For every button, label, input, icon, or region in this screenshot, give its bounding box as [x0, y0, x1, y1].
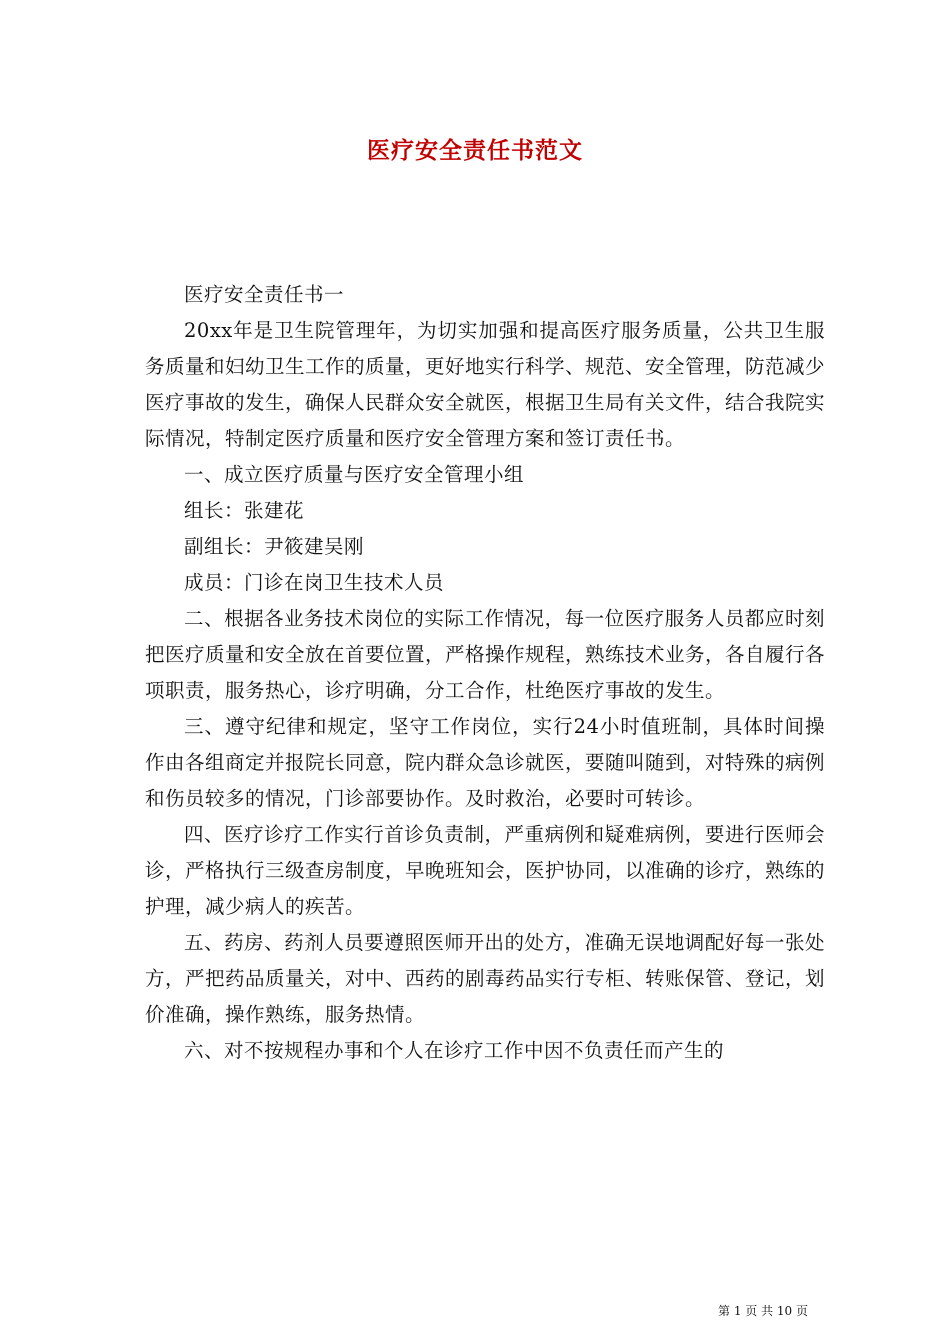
paragraph-members: 成员：门诊在岗卫生技术人员: [184, 571, 445, 594]
document-title: 医疗安全责任书范文: [367, 137, 583, 164]
document-body: [145, 277, 825, 1069]
paragraph-section-1: 一、成立医疗质量与医疗安全管理小组: [184, 463, 525, 486]
paragraph-section-5: 五、药房、药剂人员要遵照医师开出的处方，准确无误地调配好每一张处方，严把药品质量关，对中、西药的剧毒药品实行专柜、转账保管、登记，划价准确，操作熟练，服务热情。: [145, 931, 826, 1026]
paragraph-section-3: 三、遵守纪律和规定，坚守工作岗位，实行24小时值班制，具体时间操作由各组商定并报院长同意，院内群众急诊就医，要随叫随到，对特殊的病例和伤员较多的情况，门诊部要协作。及时救治，必要时可转诊。: [145, 715, 826, 810]
paragraph-deputy-leader: 副组长：尹筱建吴刚: [184, 535, 365, 558]
paragraph-group-leader: 组长：张建花: [184, 499, 305, 522]
paragraph-section-6: 六、对不按规程办事和个人在诊疗工作中因不负责任而产生的: [184, 1039, 725, 1062]
page-number-footer: 第 1 页 共 10 页: [718, 1304, 808, 1318]
paragraph-section-4: 四、医疗诊疗工作实行首诊负责制，严重病例和疑难病例，要进行医师会诊，严格执行三级查房制度，早晚班知会，医护协同，以准确的诊疗，熟练的护理，减少病人的疾苦。: [145, 823, 826, 918]
paragraph-intro: 20xx年是卫生院管理年，为切实加强和提高医疗服务质量，公共卫生服务质量和妇幼卫生工作的质量，更好地实行科学、规范、安全管理，防范减少医疗事故的发生，确保人民群众安全就医，根据卫生局有关文件，结合我院实际情况，特制定医疗质量和医疗安全管理方案和签订责任书。: [145, 319, 826, 450]
paragraph-heading: 医疗安全责任书一: [184, 283, 345, 306]
paragraph-section-2: 二、根据各业务技术岗位的实际工作情况，每一位医疗服务人员都应时刻把医疗质量和安全放在首要位置，严格操作规程，熟练技术业务，各自履行各项职责，服务热心，诊疗明确，分工合作，杜绝医疗事故的发生。: [145, 607, 826, 702]
